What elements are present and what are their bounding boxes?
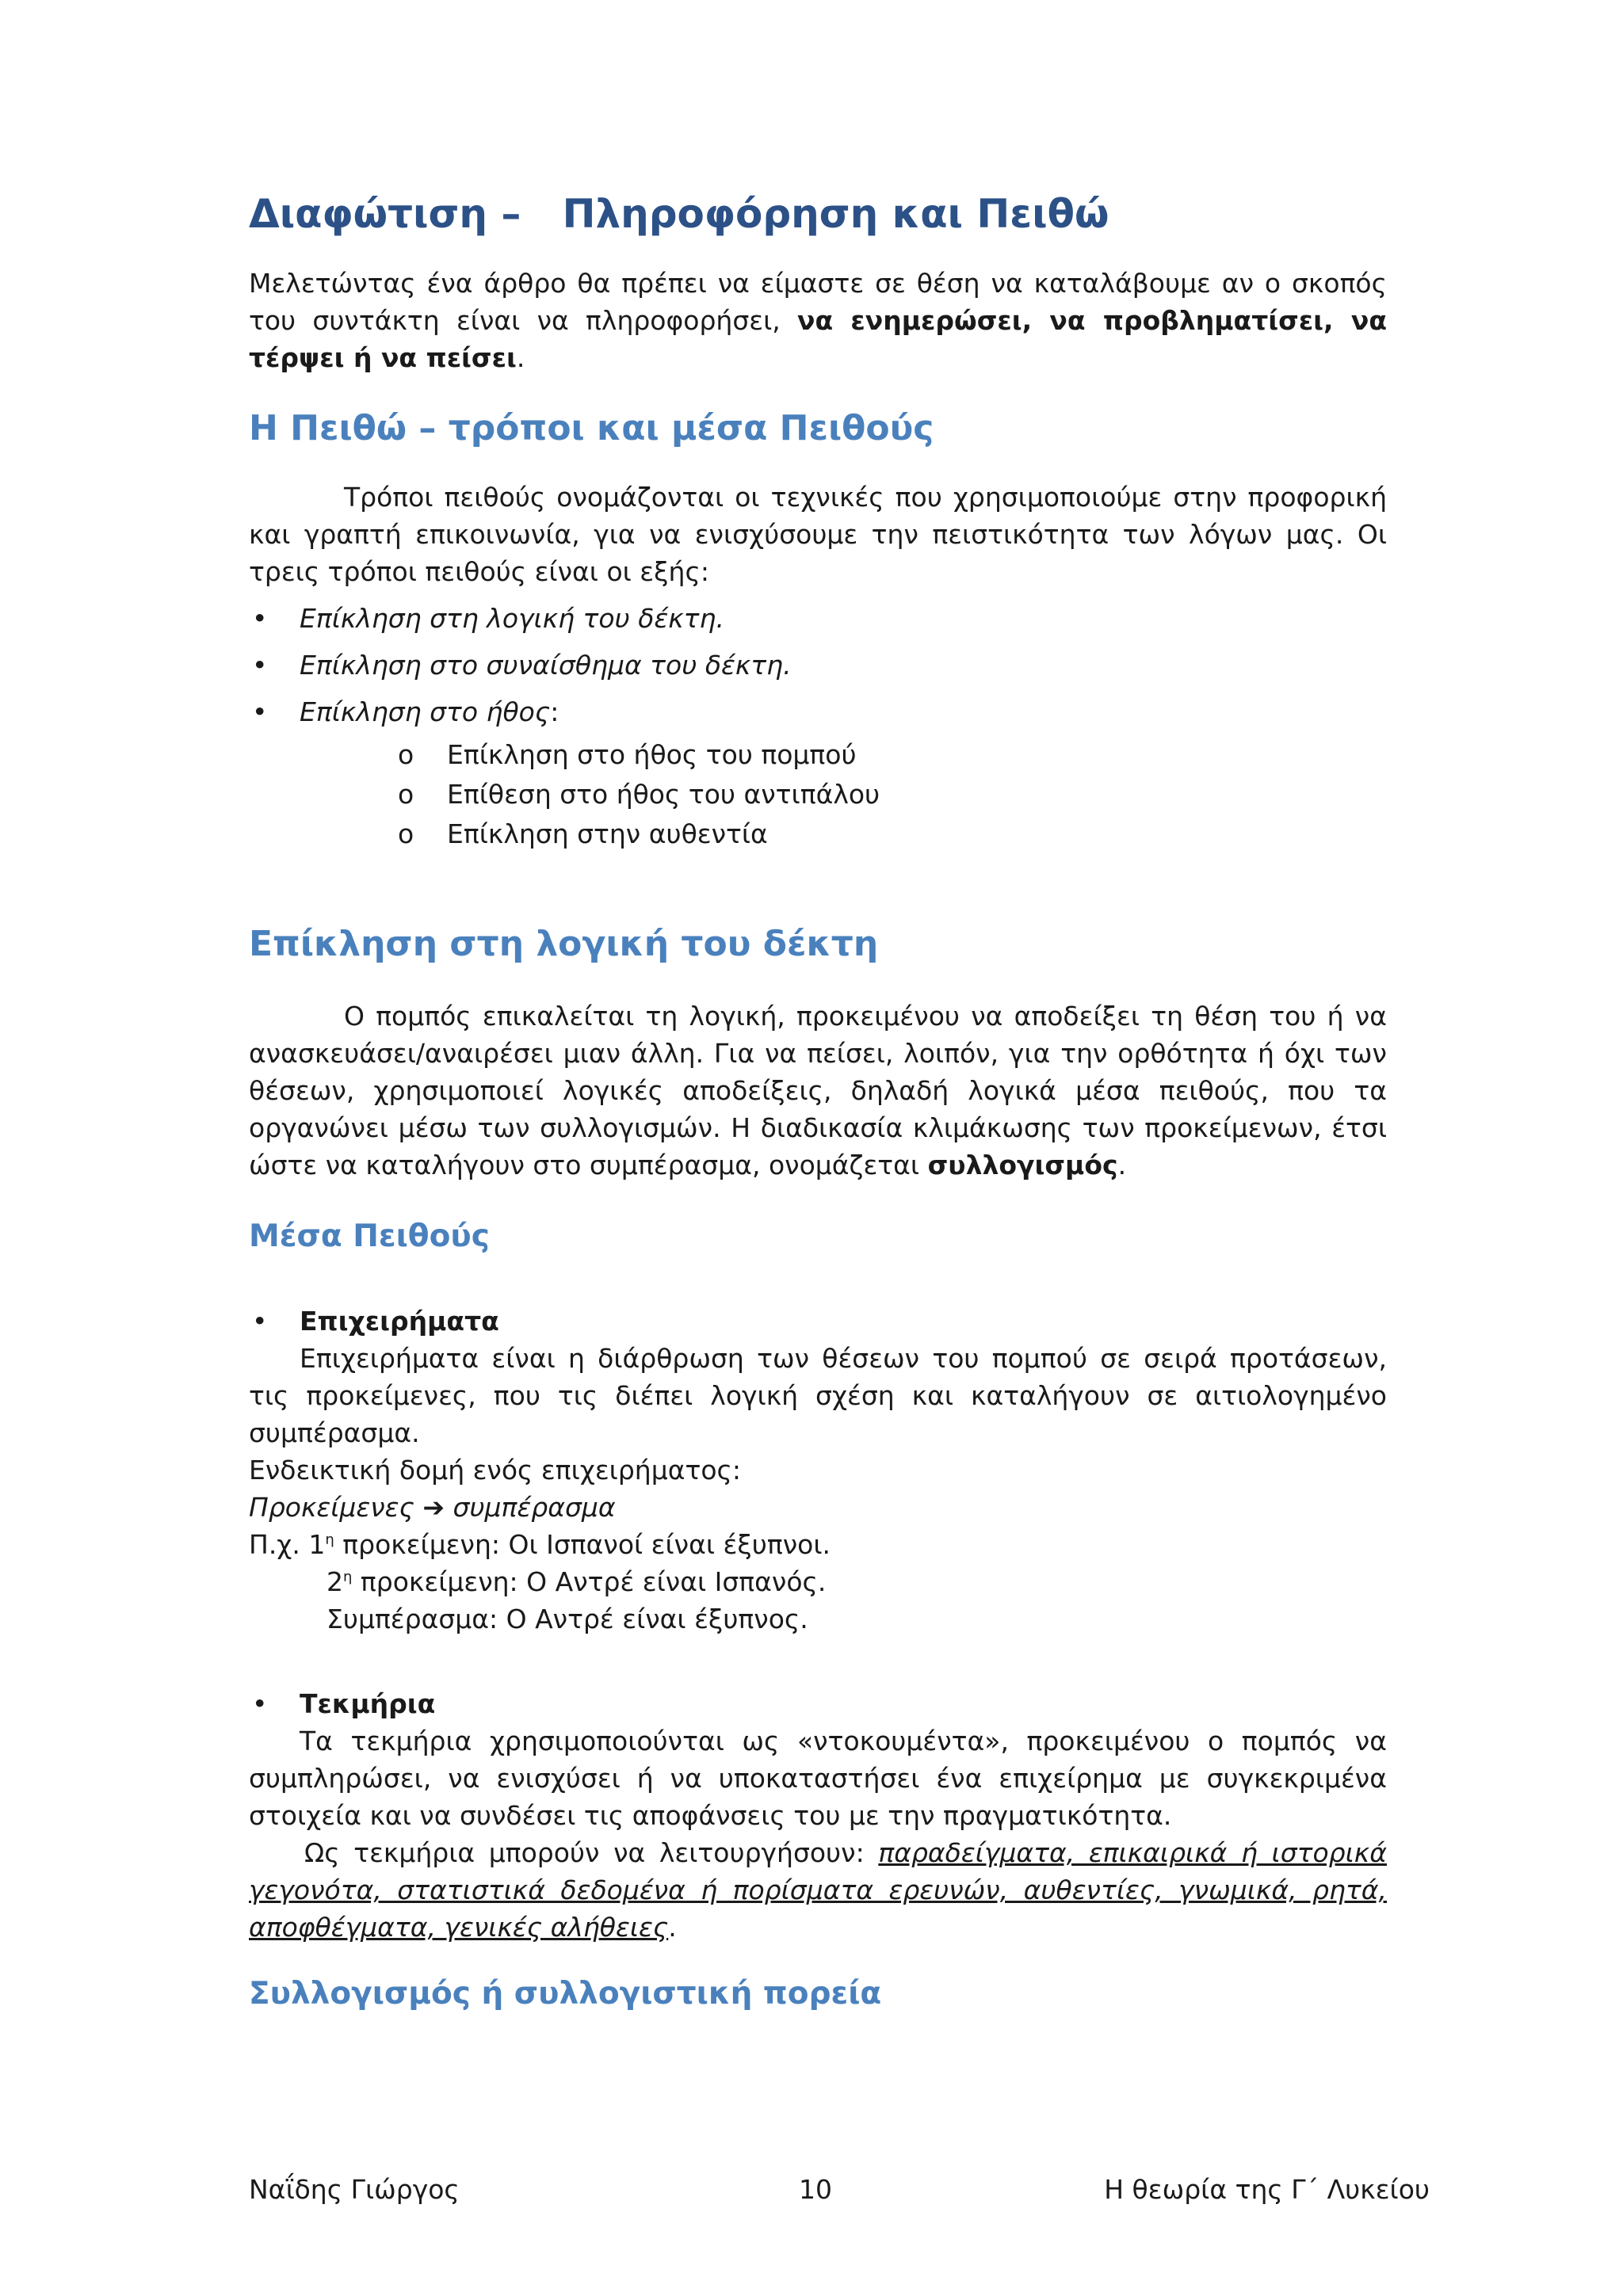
sub-list-item: o Επίθεση στο ήθος του αντιπάλου	[300, 775, 1387, 814]
footer-book-title: Η θεωρία της Γ΄ Λυκείου	[1104, 2174, 1430, 2205]
section-heading-syllogism: Συλλογισμός ή συλλογιστική πορεία	[249, 1976, 882, 2012]
evidence-paragraph: Τα τεκμήρια χρησιμοποιούνται ως «ντοκουμέντα», προκειμένου ο πομπός να συμπληρώσει, να ενισχύσει ή να υποκαταστήσει ένα επιχείρημα με συγκεκριμένα στοιχεία και να συνδέσει τις αποφάνσεις του με την πραγματικότητα.	[249, 1726, 1387, 1832]
list-item-arguments	[249, 1302, 1387, 1340]
page-title: Διαφώτιση – Πληροφόρηση και Πειθώ	[249, 191, 1109, 237]
circle-bullet-icon: o	[398, 778, 414, 810]
bullet-icon: •	[252, 602, 268, 634]
section-heading-persuasion: Η Πειθώ – τρόποι και μέσα Πειθούς	[249, 408, 934, 448]
footer-page-number: 10	[799, 2174, 832, 2205]
means-list-2	[249, 1685, 1387, 1722]
example-line-3: Συμπέρασμα: Ο Αντρέ είναι έξυπνος.	[327, 1604, 808, 1635]
list-item: • Επίκληση στο ήθος: o Επίκληση στο ήθος του πομπού o Επίθεση στο ήθος του αντιπάλου o Επίκληση στην αυθεντία	[249, 693, 1387, 854]
section-heading-means: Μέσα Πειθούς	[249, 1218, 490, 1254]
syllogism-term: συλλογισμός	[927, 1149, 1118, 1180]
structure-label: Ενδεικτική δομή ενός επιχειρήματος:	[249, 1455, 742, 1486]
intro-end: .	[516, 342, 525, 373]
logic-paragraph: Ο πομπός επικαλείται τη λογική, προκειμένου να αποδείξει τη θέση του ή να ανασκευάσει/αναιρέσει μιαν άλλη. Για να πείσει, λοιπόν, για την ορθότητα ή όχι των θέσεων, χρησιμοποιεί λογικές αποδείξεις, δηλαδή λογικά μέσα πειθούς, που τα οργανώνει μέσω των συλλογισμών. Η διαδικασία κλιμάκωσης των προκείμενων, έτσι ώστε να καταλήγουν στο συμπέρασμα, ονομάζεται συλλογισμός.	[249, 1000, 1387, 1180]
example-line-2: $2^\eta$ προκείμενη: Ο Αντρέ είναι Ισπανός.	[327, 1566, 827, 1598]
list-item: • Επίκληση στο συναίσθημα του δέκτη.	[249, 646, 1387, 684]
document-page	[249, 190, 1387, 2013]
sub-list-item: o Επίκληση στο ήθος του πομπού	[300, 735, 1387, 775]
intro-text: Μελετώντας ένα άρθρο θα πρέπει να είμαστε σε θέση να καταλάβουμε αν ο σκοπός του συντάκτη είναι να πληροφορήσει,	[249, 268, 1387, 336]
bullet-icon: •	[252, 649, 268, 681]
persuasion-paragraph: Τρόποι πειθούς ονομάζονται οι τεχνικές που χρησιμοποιούμε στην προφορική και γραπτή επικοινωνία, για να ενισχύσουμε την πειστικότητα των λόγων μας. Οι τρεις τρόποι πειθούς είναι οι εξής:	[249, 481, 1387, 587]
persuasion-modes-list	[249, 600, 1387, 854]
bullet-icon: •	[252, 1688, 268, 1720]
evidence-types-paragraph: Ως τεκμήρια μπορούν να λειτουργήσουν: παραδείγματα, επικαιρικά ή ιστορικά γεγονότα, στατιστικά δεδομένα ή πορίσματα ερευνών, αυθεντίες, γνωμικά, ρητά, αποφθέγματα, γενικές αλήθειες.	[249, 1837, 1387, 1943]
ethos-sublist	[300, 735, 1387, 854]
evidence-title: Τεκμήρια	[300, 1688, 436, 1720]
arrow-icon: ➔	[422, 1492, 445, 1524]
intro-bold: να ενημερώσει, να προβληματίσει, να τέρψει ή να πείσει	[249, 305, 1387, 373]
arguments-paragraph: Επιχειρήματα είναι η διάρθρωση των θέσεων του πομπού σε σειρά προτάσεων, τις προκείμενες, που τις διέπει λογική σχέση και καταλήγουν σε αιτιολογημένο συμπέρασμα.	[249, 1343, 1387, 1449]
structure-formula: Προκείμενες ➔ συμπέρασμα	[249, 1492, 616, 1524]
means-list	[249, 1302, 1387, 1340]
evidence-types-list: παραδείγματα, επικαιρικά ή ιστορικά γεγονότα, στατιστικά δεδομένα ή πορίσματα ερευνών, αυθεντίες, γνωμικά, ρητά, αποφθέγματα, γενικές αλήθειες	[249, 1837, 1387, 1943]
list-item-evidence	[249, 1685, 1387, 1722]
example-line-1: Π.χ. $1^\eta$ προκείμενη: Οι Ισπανοί είναι έξυπνοι.	[249, 1529, 831, 1561]
bullet-icon: •	[252, 696, 268, 727]
arguments-title: Επιχειρήματα	[300, 1306, 499, 1337]
circle-bullet-icon: o	[398, 738, 414, 770]
list-item: • Επίκληση στη λογική του δέκτη.	[249, 600, 1387, 637]
intro-paragraph	[249, 265, 1387, 376]
footer-author: Ναΐδης Γιώργος	[249, 2174, 460, 2205]
section-heading-logic: Επίκληση στη λογική του δέκτη	[249, 923, 879, 964]
bullet-icon: •	[252, 1306, 268, 1337]
sub-list-item: o Επίκληση στην αυθεντία	[300, 814, 1387, 854]
circle-bullet-icon: o	[398, 818, 414, 849]
